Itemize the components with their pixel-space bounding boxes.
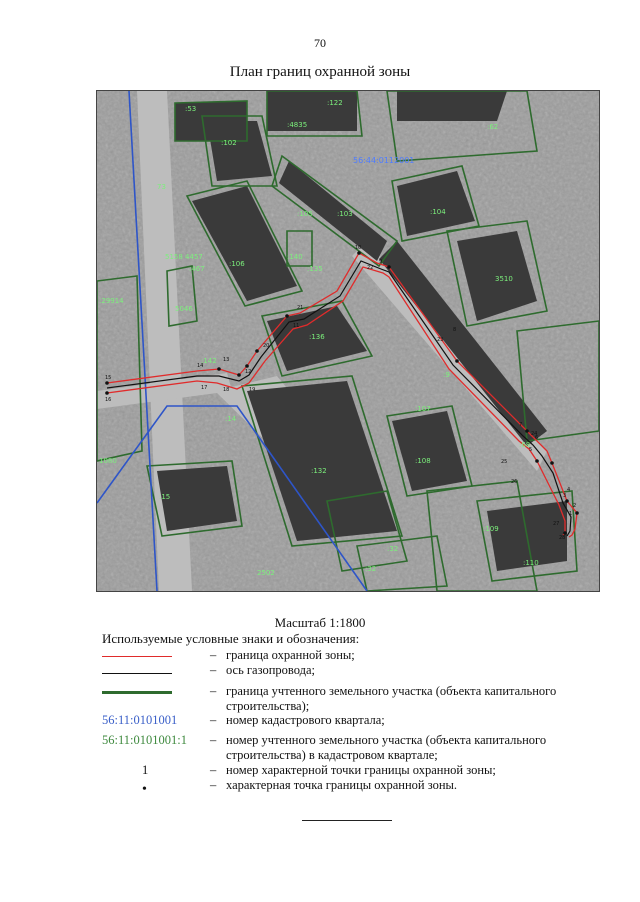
svg-text::32: :32	[365, 565, 377, 573]
svg-text::104: :104	[430, 208, 446, 216]
point-dot-symbol: •	[142, 782, 147, 797]
legend-text: характерная точка границы охранной зоны.	[226, 778, 458, 792]
legend-text: номер кадастрового квартала;	[226, 713, 385, 727]
legend-title: Используемые условные знаки и обозначения:	[102, 631, 360, 646]
quarter-label: 56:44:0112001	[353, 156, 415, 165]
svg-text::108: :108	[415, 457, 431, 465]
map-scale: Масштаб 1:1800	[274, 615, 366, 630]
page-number: 70	[314, 36, 326, 50]
point-number-symbol: 1	[142, 763, 149, 777]
svg-text::62: :62	[487, 123, 499, 131]
svg-text::132: :132	[311, 467, 327, 475]
svg-text::53: :53	[185, 105, 197, 113]
legend-text: ось газопровода;	[226, 663, 316, 677]
svg-text:15: 15	[105, 375, 112, 381]
svg-text::467: :467	[189, 265, 205, 273]
boundary-map	[96, 90, 600, 592]
svg-text::136: :136	[309, 333, 325, 341]
svg-text:18: 18	[223, 387, 230, 393]
svg-text::32: :32	[387, 545, 399, 553]
svg-text::102: :102	[221, 139, 237, 147]
red-line-symbol	[102, 656, 172, 657]
svg-text:11: 11	[293, 323, 300, 329]
svg-text:1: 1	[569, 511, 573, 517]
page-title: План границ охранной зоны	[229, 64, 411, 80]
svg-text::9: :9	[443, 371, 450, 379]
svg-text:9: 9	[379, 259, 383, 265]
svg-text:3: 3	[563, 493, 567, 499]
legend-text: граница охранной зоны;	[226, 648, 355, 662]
green-line-symbol	[102, 691, 172, 694]
svg-text:22: 22	[367, 265, 374, 271]
svg-text:25: 25	[501, 459, 508, 465]
quarter-code-symbol: 56:11:0101001	[102, 713, 178, 727]
svg-text:20: 20	[263, 343, 270, 349]
svg-text:26: 26	[511, 479, 518, 485]
svg-text::107: :107	[415, 405, 431, 413]
svg-text:16: 16	[105, 397, 112, 403]
svg-text::15: :15	[159, 493, 171, 501]
svg-text:2502: 2502	[257, 569, 275, 577]
svg-text:2: 2	[573, 503, 577, 509]
svg-text:5046: 5046	[175, 305, 193, 313]
svg-text:24: 24	[531, 431, 538, 437]
svg-text::142: :142	[201, 357, 217, 365]
legend-text: номер учтенного земельного участка (объекта капитального строительства) в кадастровом квартале;	[226, 733, 547, 762]
black-line-symbol	[102, 673, 172, 674]
svg-text:14: 14	[197, 363, 204, 369]
svg-text:5: 5	[529, 447, 533, 453]
svg-text::106: :106	[229, 260, 245, 268]
svg-text:10: 10	[355, 245, 362, 251]
svg-text::140: :140	[287, 253, 303, 261]
svg-text:17: 17	[201, 385, 208, 391]
svg-text:27: 27	[553, 521, 560, 527]
svg-text:73: 73	[157, 183, 166, 191]
svg-text::4835: :4835	[287, 121, 308, 129]
svg-text::109: :109	[483, 525, 499, 533]
svg-text::68: :68	[519, 441, 531, 449]
svg-text::105: :105	[297, 210, 313, 218]
svg-text::122: :122	[327, 99, 343, 107]
svg-text:13: 13	[223, 357, 230, 363]
svg-text:8: 8	[453, 327, 457, 333]
svg-text::110: :110	[523, 559, 539, 567]
svg-text:6: 6	[535, 435, 539, 441]
svg-text:12: 12	[245, 369, 252, 375]
parcel-code-symbol: 56:11:0101001:1	[102, 733, 187, 747]
svg-text:28: 28	[559, 535, 566, 541]
svg-text:23: 23	[437, 337, 444, 343]
svg-text::103: :103	[337, 210, 353, 218]
svg-text:5158 4457: 5158 4457	[165, 253, 203, 261]
svg-text:21: 21	[297, 305, 304, 311]
svg-text::135: :135	[307, 265, 323, 273]
svg-text:3510: 3510	[495, 275, 513, 283]
svg-text:19: 19	[249, 387, 256, 393]
svg-text::14: :14	[225, 415, 237, 423]
legend-text: номер характерной точки границы охранной зоны;	[226, 763, 496, 777]
svg-text::29914: :29914	[99, 297, 124, 305]
footer-divider	[302, 820, 392, 821]
svg-text:4: 4	[567, 487, 571, 493]
legend-text: граница учтенного земельного участка (объекта капитального строительства);	[226, 684, 557, 713]
svg-text:1080: 1080	[99, 457, 117, 465]
svg-text:7: 7	[519, 422, 523, 428]
